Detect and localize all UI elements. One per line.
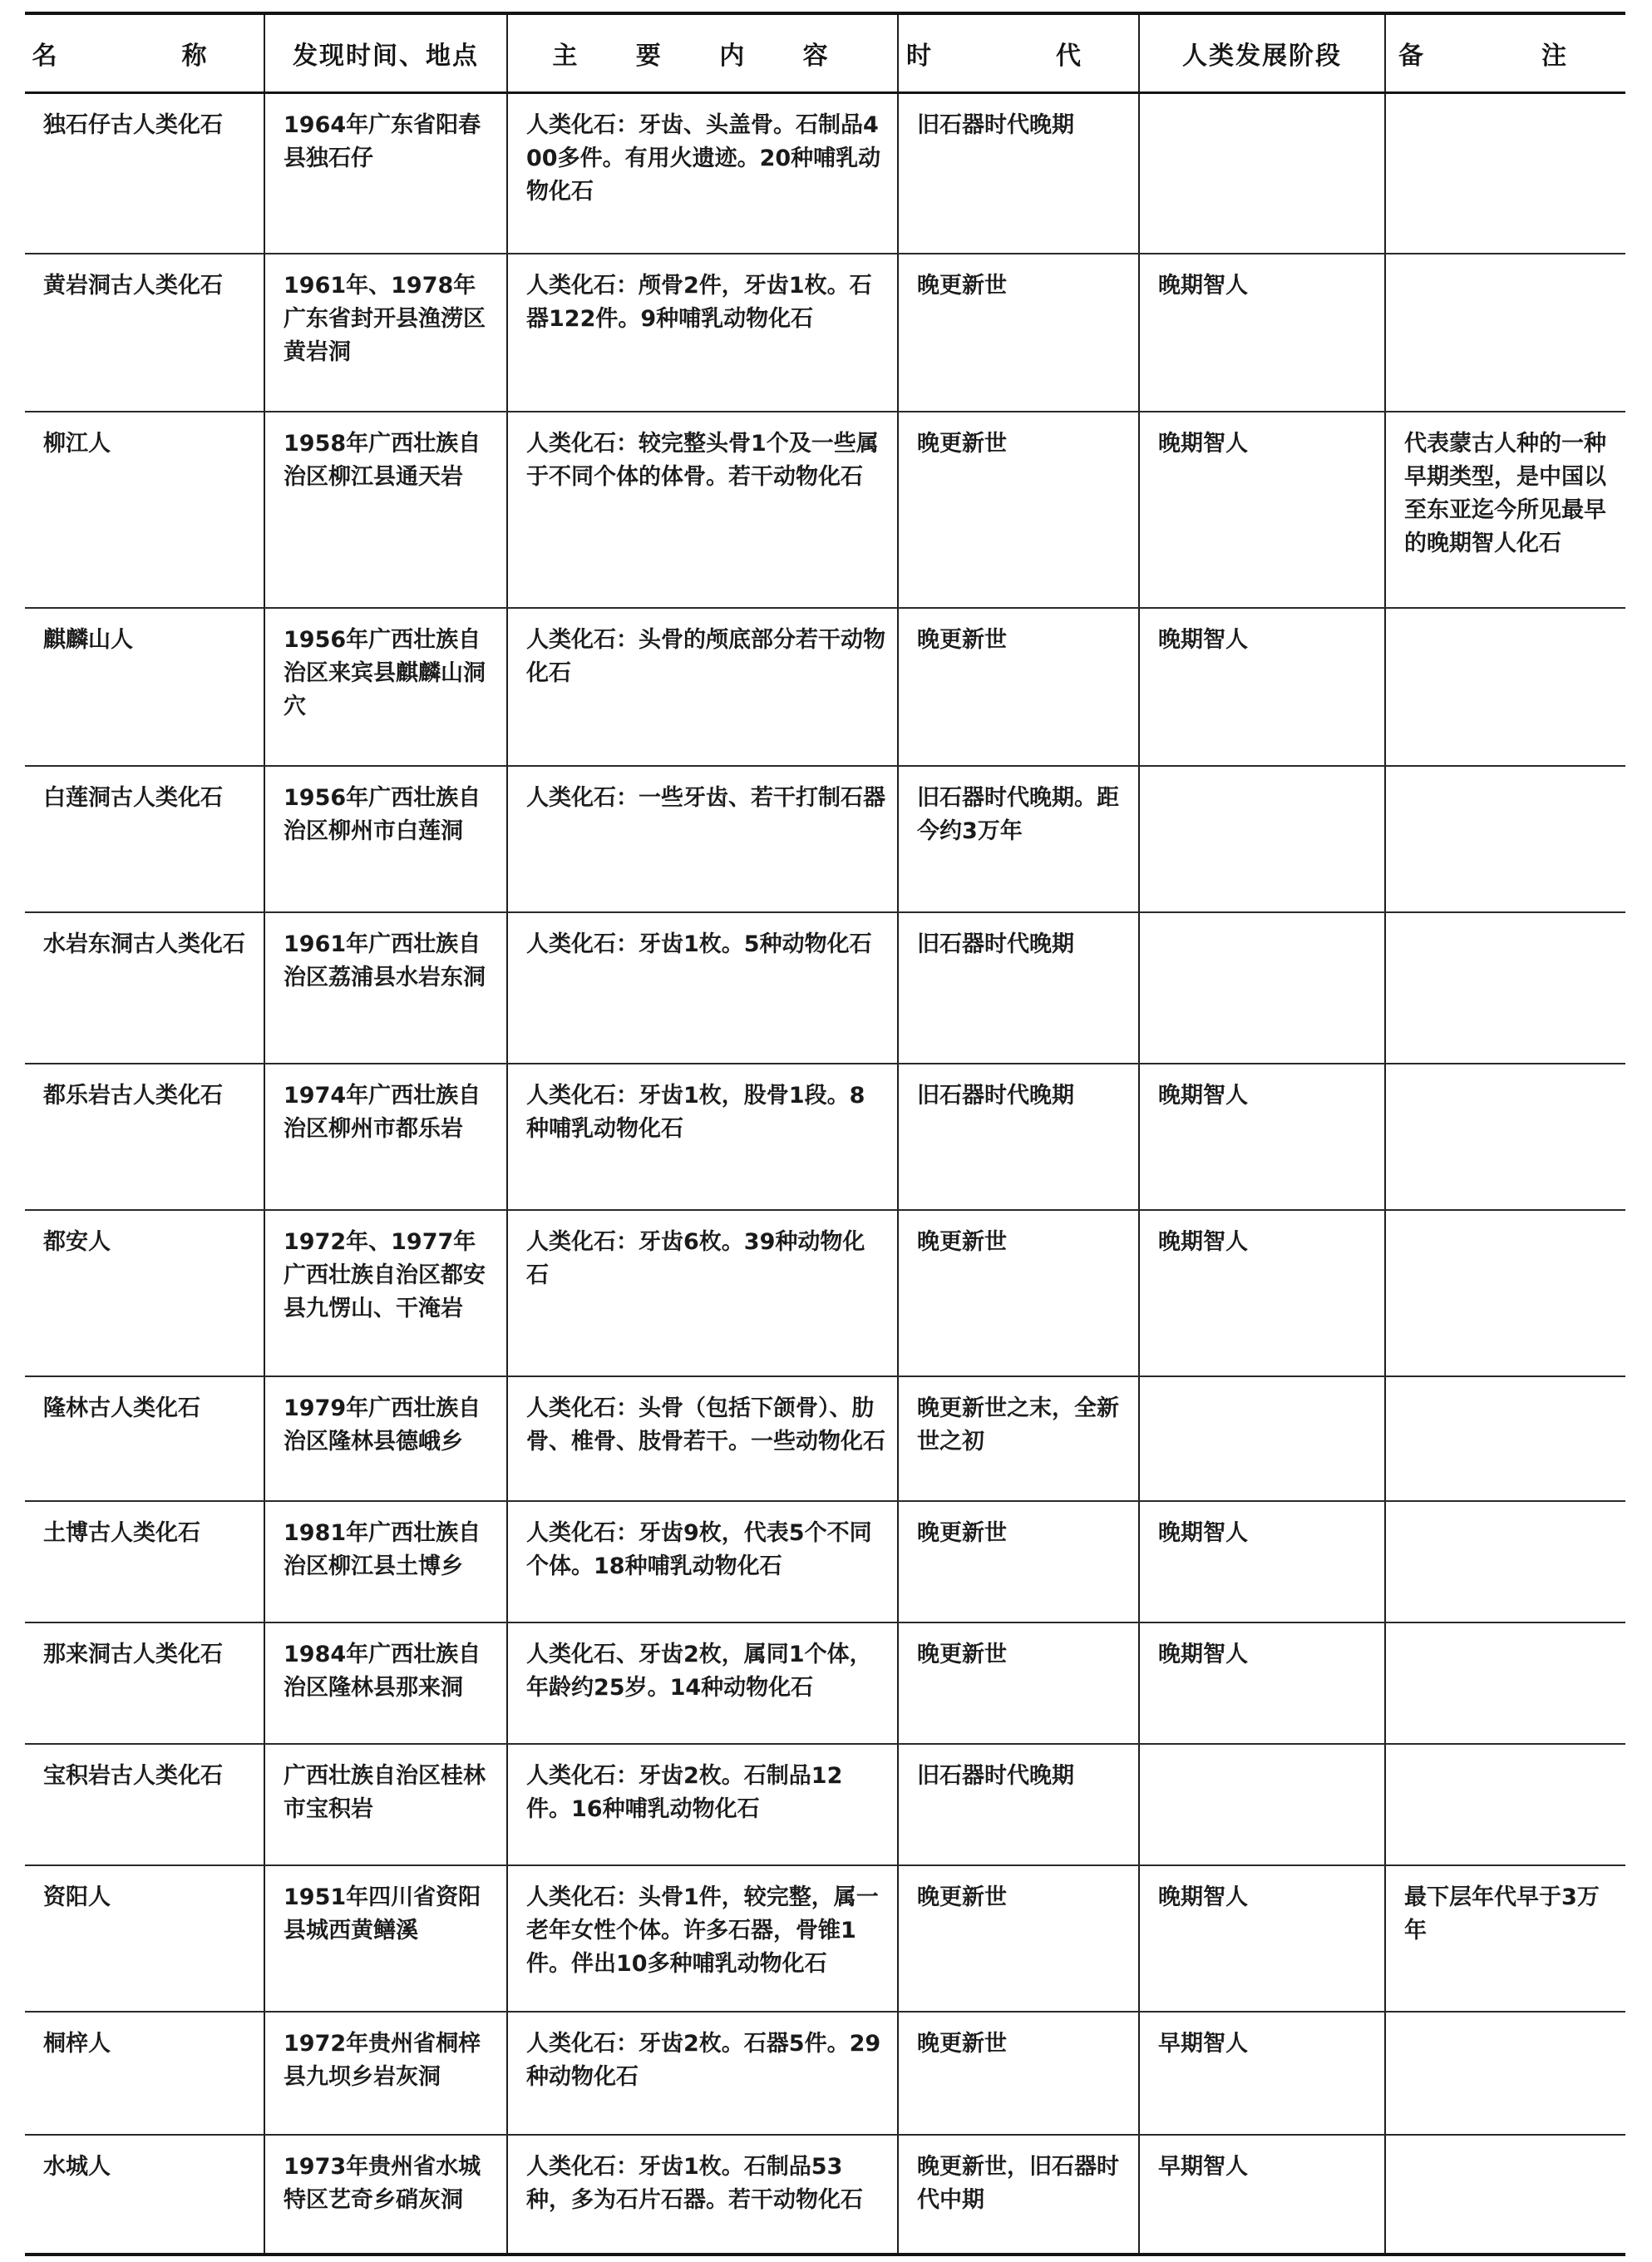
- cell-content: 人类化石、牙齿2枚，属同1个体，年龄约25岁。14种动物化石: [507, 1622, 898, 1744]
- cell-time-place: 1972年贵州省桐梓县九坝乡岩灰洞: [264, 2012, 507, 2135]
- cell-name: 都安人: [25, 1210, 264, 1376]
- cell-note: [1385, 1744, 1625, 1865]
- table-row: [25, 608, 1625, 766]
- cell-note: [1385, 254, 1625, 412]
- cell-content: 人类化石：牙齿6枚。39种动物化石: [507, 1210, 898, 1376]
- cell-content: 人类化石：颅骨2件，牙齿1枚。石器122件。9种哺乳动物化石: [507, 254, 898, 412]
- cell-era: 旧石器时代晚期: [898, 912, 1139, 1064]
- cell-era: 晚更新世: [898, 1501, 1139, 1622]
- cell-stage: [1139, 1744, 1385, 1865]
- cell-stage: 晚期智人: [1139, 608, 1385, 766]
- cell-time-place: 1984年广西壮族自治区隆林县那来洞: [264, 1622, 507, 1744]
- cell-name: 独石仔古人类化石: [25, 93, 264, 254]
- table-row: [25, 1501, 1625, 1622]
- cell-era: 晚更新世: [898, 412, 1139, 608]
- header-name: 名 称: [25, 13, 264, 93]
- table-row: [25, 2135, 1625, 2255]
- table-row: [25, 1064, 1625, 1210]
- cell-era: 旧石器时代晚期: [898, 93, 1139, 254]
- cell-name: 黄岩洞古人类化石: [25, 254, 264, 412]
- cell-name: 水城人: [25, 2135, 264, 2255]
- table-row: [25, 1865, 1625, 2012]
- header-note: 备 注: [1385, 13, 1625, 93]
- cell-content: 人类化石：一些牙齿、若干打制石器: [507, 766, 898, 912]
- table-row: [25, 2012, 1625, 2135]
- cell-name: 资阳人: [25, 1865, 264, 2012]
- cell-era: 晚更新世: [898, 1865, 1139, 2012]
- header-row: [25, 13, 1625, 93]
- cell-content: 人类化石：牙齿2枚。石器5件。29种动物化石: [507, 2012, 898, 2135]
- cell-era: 旧石器时代晚期: [898, 1064, 1139, 1210]
- cell-stage: [1139, 766, 1385, 912]
- cell-content: 人类化石：较完整头骨1个及一些属于不同个体的体骨。若干动物化石: [507, 412, 898, 608]
- cell-time-place: 1961年广西壮族自治区荔浦县水岩东洞: [264, 912, 507, 1064]
- cell-time-place: 1973年贵州省水城特区艺奇乡硝灰洞: [264, 2135, 507, 2255]
- cell-time-place: 1958年广西壮族自治区柳江县通天岩: [264, 412, 507, 608]
- cell-stage: [1139, 93, 1385, 254]
- table-row: [25, 1744, 1625, 1865]
- fossil-table-page: [25, 12, 1625, 2256]
- cell-name: 水岩东洞古人类化石: [25, 912, 264, 1064]
- cell-content: 人类化石：头骨的颅底部分若干动物化石: [507, 608, 898, 766]
- cell-time-place: 1974年广西壮族自治区柳州市都乐岩: [264, 1064, 507, 1210]
- cell-name: 都乐岩古人类化石: [25, 1064, 264, 1210]
- cell-time-place: 1979年广西壮族自治区隆林县德峨乡: [264, 1376, 507, 1501]
- cell-content: 人类化石：牙齿1枚，股骨1段。8种哺乳动物化石: [507, 1064, 898, 1210]
- cell-era: 晚更新世: [898, 254, 1139, 412]
- cell-stage: 晚期智人: [1139, 1501, 1385, 1622]
- cell-era: 晚更新世: [898, 608, 1139, 766]
- cell-note: [1385, 93, 1625, 254]
- cell-time-place: 1956年广西壮族自治区来宾县麒麟山洞穴: [264, 608, 507, 766]
- cell-note: [1385, 1622, 1625, 1744]
- cell-name: 麒麟山人: [25, 608, 264, 766]
- cell-stage: 晚期智人: [1139, 412, 1385, 608]
- cell-content: 人类化石：牙齿9枚，代表5个不同个体。18种哺乳动物化石: [507, 1501, 898, 1622]
- cell-time-place: 1961年、1978年广东省封开县渔涝区黄岩洞: [264, 254, 507, 412]
- cell-content: 人类化石：牙齿1枚。石制品53种，多为石片石器。若干动物化石: [507, 2135, 898, 2255]
- header-era: 时 代: [898, 13, 1139, 93]
- cell-name: 土博古人类化石: [25, 1501, 264, 1622]
- cell-stage: 晚期智人: [1139, 1210, 1385, 1376]
- cell-time-place: 1951年四川省资阳县城西黄鳝溪: [264, 1865, 507, 2012]
- cell-name: 隆林古人类化石: [25, 1376, 264, 1501]
- cell-name: 柳江人: [25, 412, 264, 608]
- header-content: 主 要 内 容: [507, 13, 898, 93]
- cell-name: 那来洞古人类化石: [25, 1622, 264, 1744]
- cell-stage: 早期智人: [1139, 2012, 1385, 2135]
- cell-time-place: 1981年广西壮族自治区柳江县土博乡: [264, 1501, 507, 1622]
- header-stage: 人类发展阶段: [1139, 13, 1385, 93]
- table-row: [25, 1376, 1625, 1501]
- cell-note: 代表蒙古人种的一种早期类型，是中国以至东亚迄今所见最早的晚期智人化石: [1385, 412, 1625, 608]
- cell-era: 晚更新世: [898, 1622, 1139, 1744]
- cell-name: 宝积岩古人类化石: [25, 1744, 264, 1865]
- cell-note: [1385, 912, 1625, 1064]
- cell-note: [1385, 608, 1625, 766]
- cell-note: [1385, 1501, 1625, 1622]
- cell-note: [1385, 1210, 1625, 1376]
- table-row: [25, 766, 1625, 912]
- table-row: [25, 412, 1625, 608]
- cell-name: 桐梓人: [25, 2012, 264, 2135]
- cell-era: 晚更新世之末，全新世之初: [898, 1376, 1139, 1501]
- cell-note: [1385, 1376, 1625, 1501]
- cell-content: 人类化石：头骨（包括下颌骨）、肋骨、椎骨、肢骨若干。一些动物化石: [507, 1376, 898, 1501]
- cell-note: [1385, 2012, 1625, 2135]
- cell-content: 人类化石：牙齿1枚。5种动物化石: [507, 912, 898, 1064]
- cell-time-place: 1956年广西壮族自治区柳州市白莲洞: [264, 766, 507, 912]
- table-row: [25, 912, 1625, 1064]
- cell-name: 白莲洞古人类化石: [25, 766, 264, 912]
- cell-stage: 晚期智人: [1139, 1064, 1385, 1210]
- table-row: [25, 1622, 1625, 1744]
- cell-era: 旧石器时代晚期。距今约3万年: [898, 766, 1139, 912]
- cell-note: [1385, 766, 1625, 912]
- cell-content: 人类化石：牙齿、头盖骨。石制品400多件。有用火遗迹。20种哺乳动物化石: [507, 93, 898, 254]
- cell-stage: 晚期智人: [1139, 254, 1385, 412]
- cell-time-place: 1972年、1977年广西壮族自治区都安县九愣山、干淹岩: [264, 1210, 507, 1376]
- cell-time-place: 1964年广东省阳春县独石仔: [264, 93, 507, 254]
- cell-era: 晚更新世: [898, 2012, 1139, 2135]
- table-row: [25, 254, 1625, 412]
- cell-content: 人类化石：牙齿2枚。石制品12件。16种哺乳动物化石: [507, 1744, 898, 1865]
- header-time-place: 发现时间、地点: [264, 13, 507, 93]
- fossil-table: [25, 12, 1625, 2256]
- cell-stage: 晚期智人: [1139, 1865, 1385, 2012]
- cell-note: [1385, 1064, 1625, 1210]
- cell-note: 最下层年代早于3万年: [1385, 1865, 1625, 2012]
- cell-stage: 晚期智人: [1139, 1622, 1385, 1744]
- cell-time-place: 广西壮族自治区桂林市宝积岩: [264, 1744, 507, 1865]
- cell-stage: [1139, 1376, 1385, 1501]
- cell-era: 旧石器时代晚期: [898, 1744, 1139, 1865]
- cell-note: [1385, 2135, 1625, 2255]
- cell-stage: [1139, 912, 1385, 1064]
- table-row: [25, 1210, 1625, 1376]
- cell-stage: 早期智人: [1139, 2135, 1385, 2255]
- cell-era: 晚更新世: [898, 1210, 1139, 1376]
- cell-era: 晚更新世，旧石器时代中期: [898, 2135, 1139, 2255]
- table-row: [25, 93, 1625, 254]
- cell-content: 人类化石：头骨1件，较完整，属一老年女性个体。许多石器，骨锥1件。伴出10多种哺乳动物化石: [507, 1865, 898, 2012]
